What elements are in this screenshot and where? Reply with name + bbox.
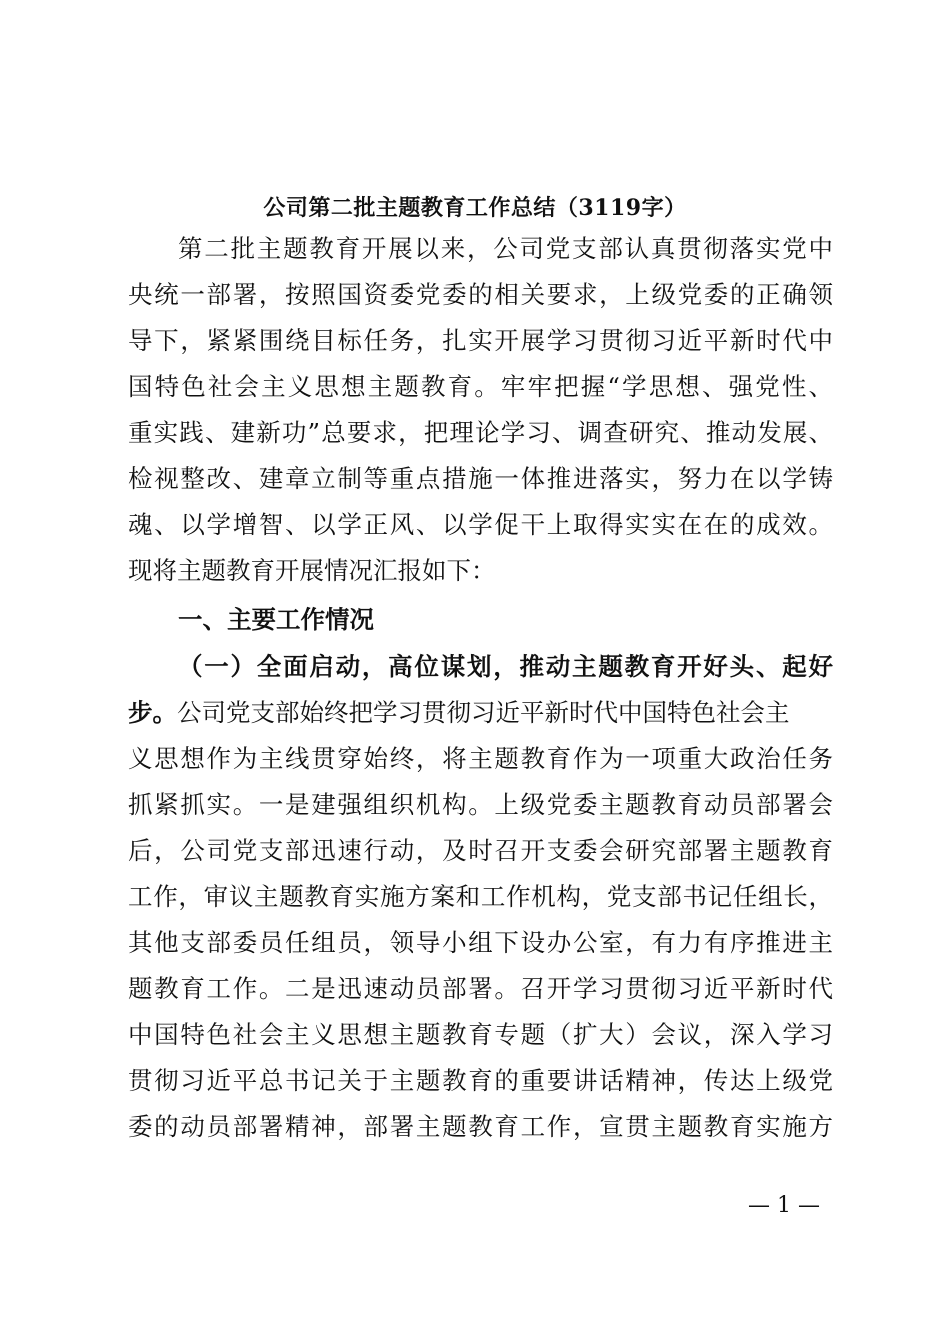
paragraph-line — [128, 690, 833, 736]
paragraph-line: 贯彻习近平总书记关于主题教育的重要讲话精神，传达上级党 — [128, 1066, 833, 1095]
subsection-heading: （一）全面启动，高位谋划，推动主题教育开好头、起好 — [178, 652, 833, 681]
document-title: 公司第二批主题教育工作总结（3119字） — [263, 195, 687, 221]
paragraph-line: 导下，紧紧围绕目标任务，扎实开展学习贯彻习近平新时代中 — [128, 326, 833, 355]
paragraph-line: 后，公司党支部迅速行动，及时召开支委会研究部署主题教育 — [128, 836, 833, 865]
paragraph-line: 国特色社会主义思想主题教育。牢牢把握“学思想、强党性、 — [128, 372, 833, 401]
paragraph-line: 魂、以学增智、以学正风、以学促干上取得实实在在的成效。 — [128, 510, 833, 539]
paragraph-line: 委的动员部署精神，部署主题教育工作，宣贯主题教育实施方 — [128, 1112, 833, 1141]
section-heading: 一、主要工作情况 — [178, 605, 374, 634]
subsection-heading-end: 步。 — [128, 698, 177, 727]
paragraph-line: 抓紧抓实。一是建强组织机构。上级党委主题教育动员部署会 — [128, 790, 833, 819]
paragraph-line: 中国特色社会主义思想主题教育专题（扩大）会议，深入学习 — [128, 1020, 833, 1049]
paragraph-line-text: 公司党支部始终把学习贯彻习近平新时代中国特色社会主 — [177, 698, 790, 727]
paragraph-line: 央统一部署，按照国资委党委的相关要求，上级党委的正确领 — [128, 280, 833, 309]
page-number: — 1 — — [748, 1193, 820, 1218]
paragraph-line: 其他支部委员任组员，领导小组下设办公室，有力有序推进主 — [128, 928, 833, 957]
paragraph-line: 第二批主题教育开展以来，公司党支部认真贯彻落实党中 — [178, 234, 833, 263]
paragraph-line: 重实践、建新功”总要求，把理论学习、调查研究、推动发展、 — [128, 418, 833, 447]
paragraph-line: 检视整改、建章立制等重点措施一体推进落实，努力在以学铸 — [128, 464, 833, 493]
paragraph-line: 义思想作为主线贯穿始终，将主题教育作为一项重大政治任务 — [128, 744, 833, 773]
paragraph-line: 现将主题教育开展情况汇报如下： — [128, 556, 496, 585]
paragraph-line: 题教育工作。二是迅速动员部署。召开学习贯彻习近平新时代 — [128, 974, 833, 1003]
paragraph-line: 工作，审议主题教育实施方案和工作机构，党支部书记任组长， — [128, 882, 833, 911]
